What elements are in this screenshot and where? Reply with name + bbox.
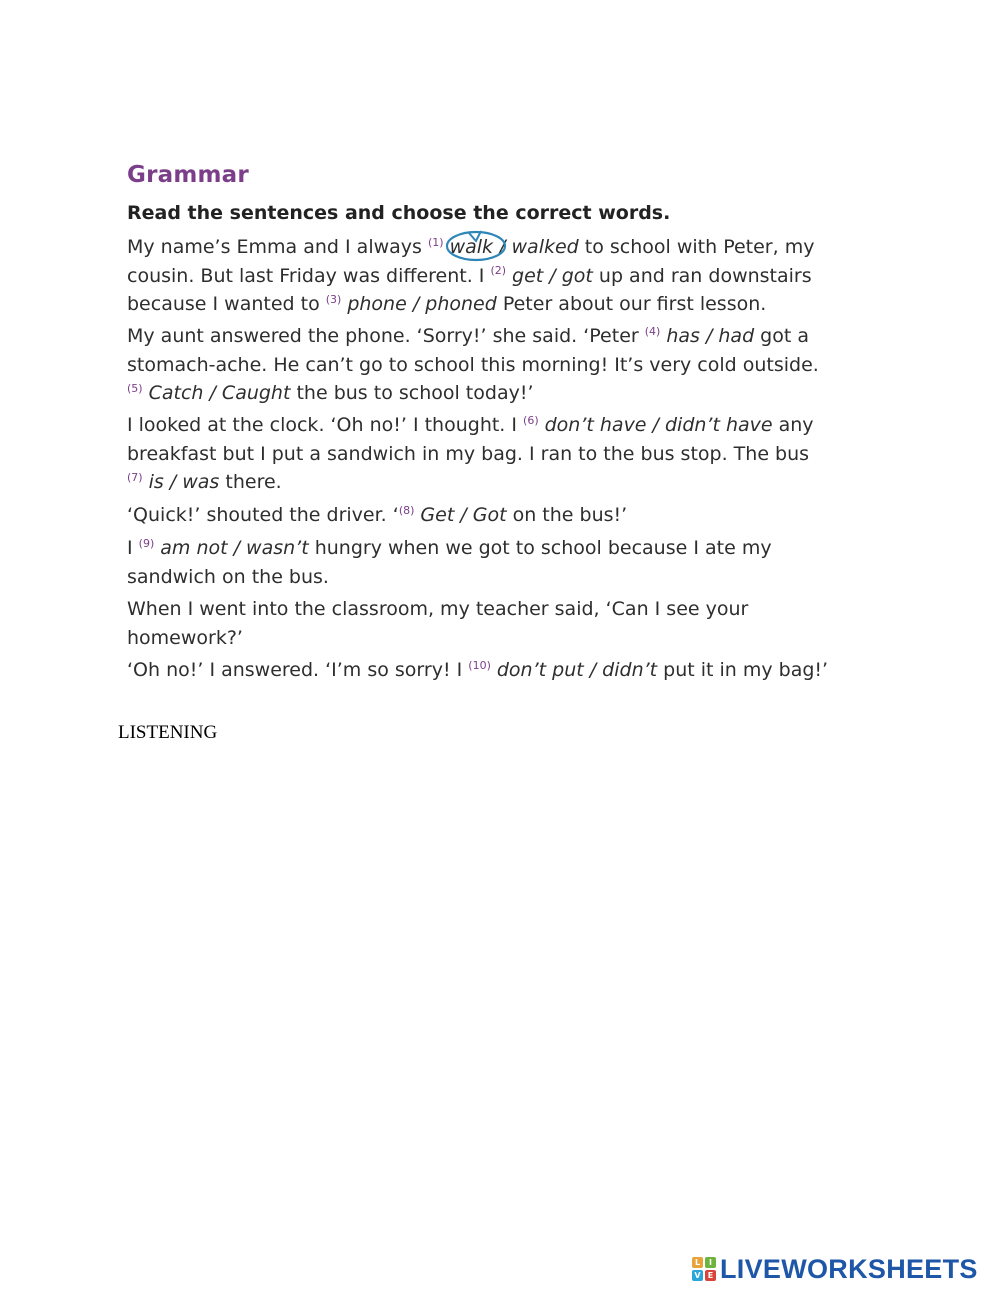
section-title: Grammar [127,162,249,188]
paragraph-5: I $^{(9)}$ am not / wasn’t hungry when we got to school because I ate my sandwich on the bus. [127,536,772,588]
paragraph-1: My name’s Emma and I always $^{(1)}$ walk / walked to school with Peter, my cousin. But last Friday was different. I $^{(2)}$ get / got up and ran downstairs because I wanted to $^{(3)}$ phone / phoned Peter about our first lesson. [127,233,887,319]
item-number-1: (1) [427,235,444,249]
paragraph-2: My aunt answered the phone. ‘Sorry!’ she said. ‘Peter $^{(4)}$ has / had got a stomach-ache. He can’t go to school this morning! It’s very cold outside. $^{(5)}$ Catch / Caught the bus to school today!’ [127,324,819,404]
answer-option-3[interactable]: phone / phoned [347,293,497,315]
liveworksheets-logo[interactable] [692,1252,978,1286]
answer-option-10[interactable]: don’t put / didn’t [496,659,658,681]
answer-option-1-selected[interactable]: walk [450,233,493,262]
listening-label: LISTENING [118,722,218,743]
item-number-7: (7) [127,470,143,484]
answer-option-9[interactable]: am not / wasn’t [160,537,309,559]
item-number-9: (9) [138,536,155,550]
selection-circle-icon [444,227,508,263]
paragraph-6: When I went into the classroom, my teacher said, ‘Can I see your homework?’ [127,598,749,649]
item-number-8: (8) [398,503,415,517]
item-number-2: (2) [490,264,507,278]
answer-option-7[interactable]: is / was [148,471,220,493]
instruction-text: Read the sentences and choose the correct words. [127,202,671,224]
answer-option-2[interactable]: get / got [512,264,593,287]
answer-option-1-alt[interactable]: / walked [493,236,579,258]
paragraph-3: I looked at the clock. ‘Oh no!’ I thought. I $^{(6)}$ don’t have / didn’t have any breakfast but I put a sandwich in my bag. I ran to the bus stop. The bus $^{(7)}$ is / was there. [127,413,814,493]
item-number-4: (4) [644,324,661,338]
answer-option-4[interactable]: has / had [666,325,755,347]
item-number-6: (6) [523,413,539,427]
item-number-3: (3) [325,292,342,306]
paragraph-7: ‘Oh no!’ I answered. ‘I’m so sorry! I $^{(10)}$ don’t put / didn’t put it in my bag!’ [127,658,829,681]
paragraph-4: ‘Quick!’ shouted the driver. ‘$^{(8)}$ Get / Got on the bus!’ [127,503,628,526]
answer-option-8[interactable]: Get / Got [420,504,507,526]
item-number-5: (5) [127,381,143,395]
liveworksheets-icon: L I V E [692,1257,716,1281]
brand-name: LIVEWORKSHEETS [720,1253,978,1284]
answer-option-5[interactable]: Catch / Caught [148,382,291,404]
item-number-10: (10) [468,658,491,672]
answer-option-6[interactable]: don’t have / didn’t have [544,414,773,436]
